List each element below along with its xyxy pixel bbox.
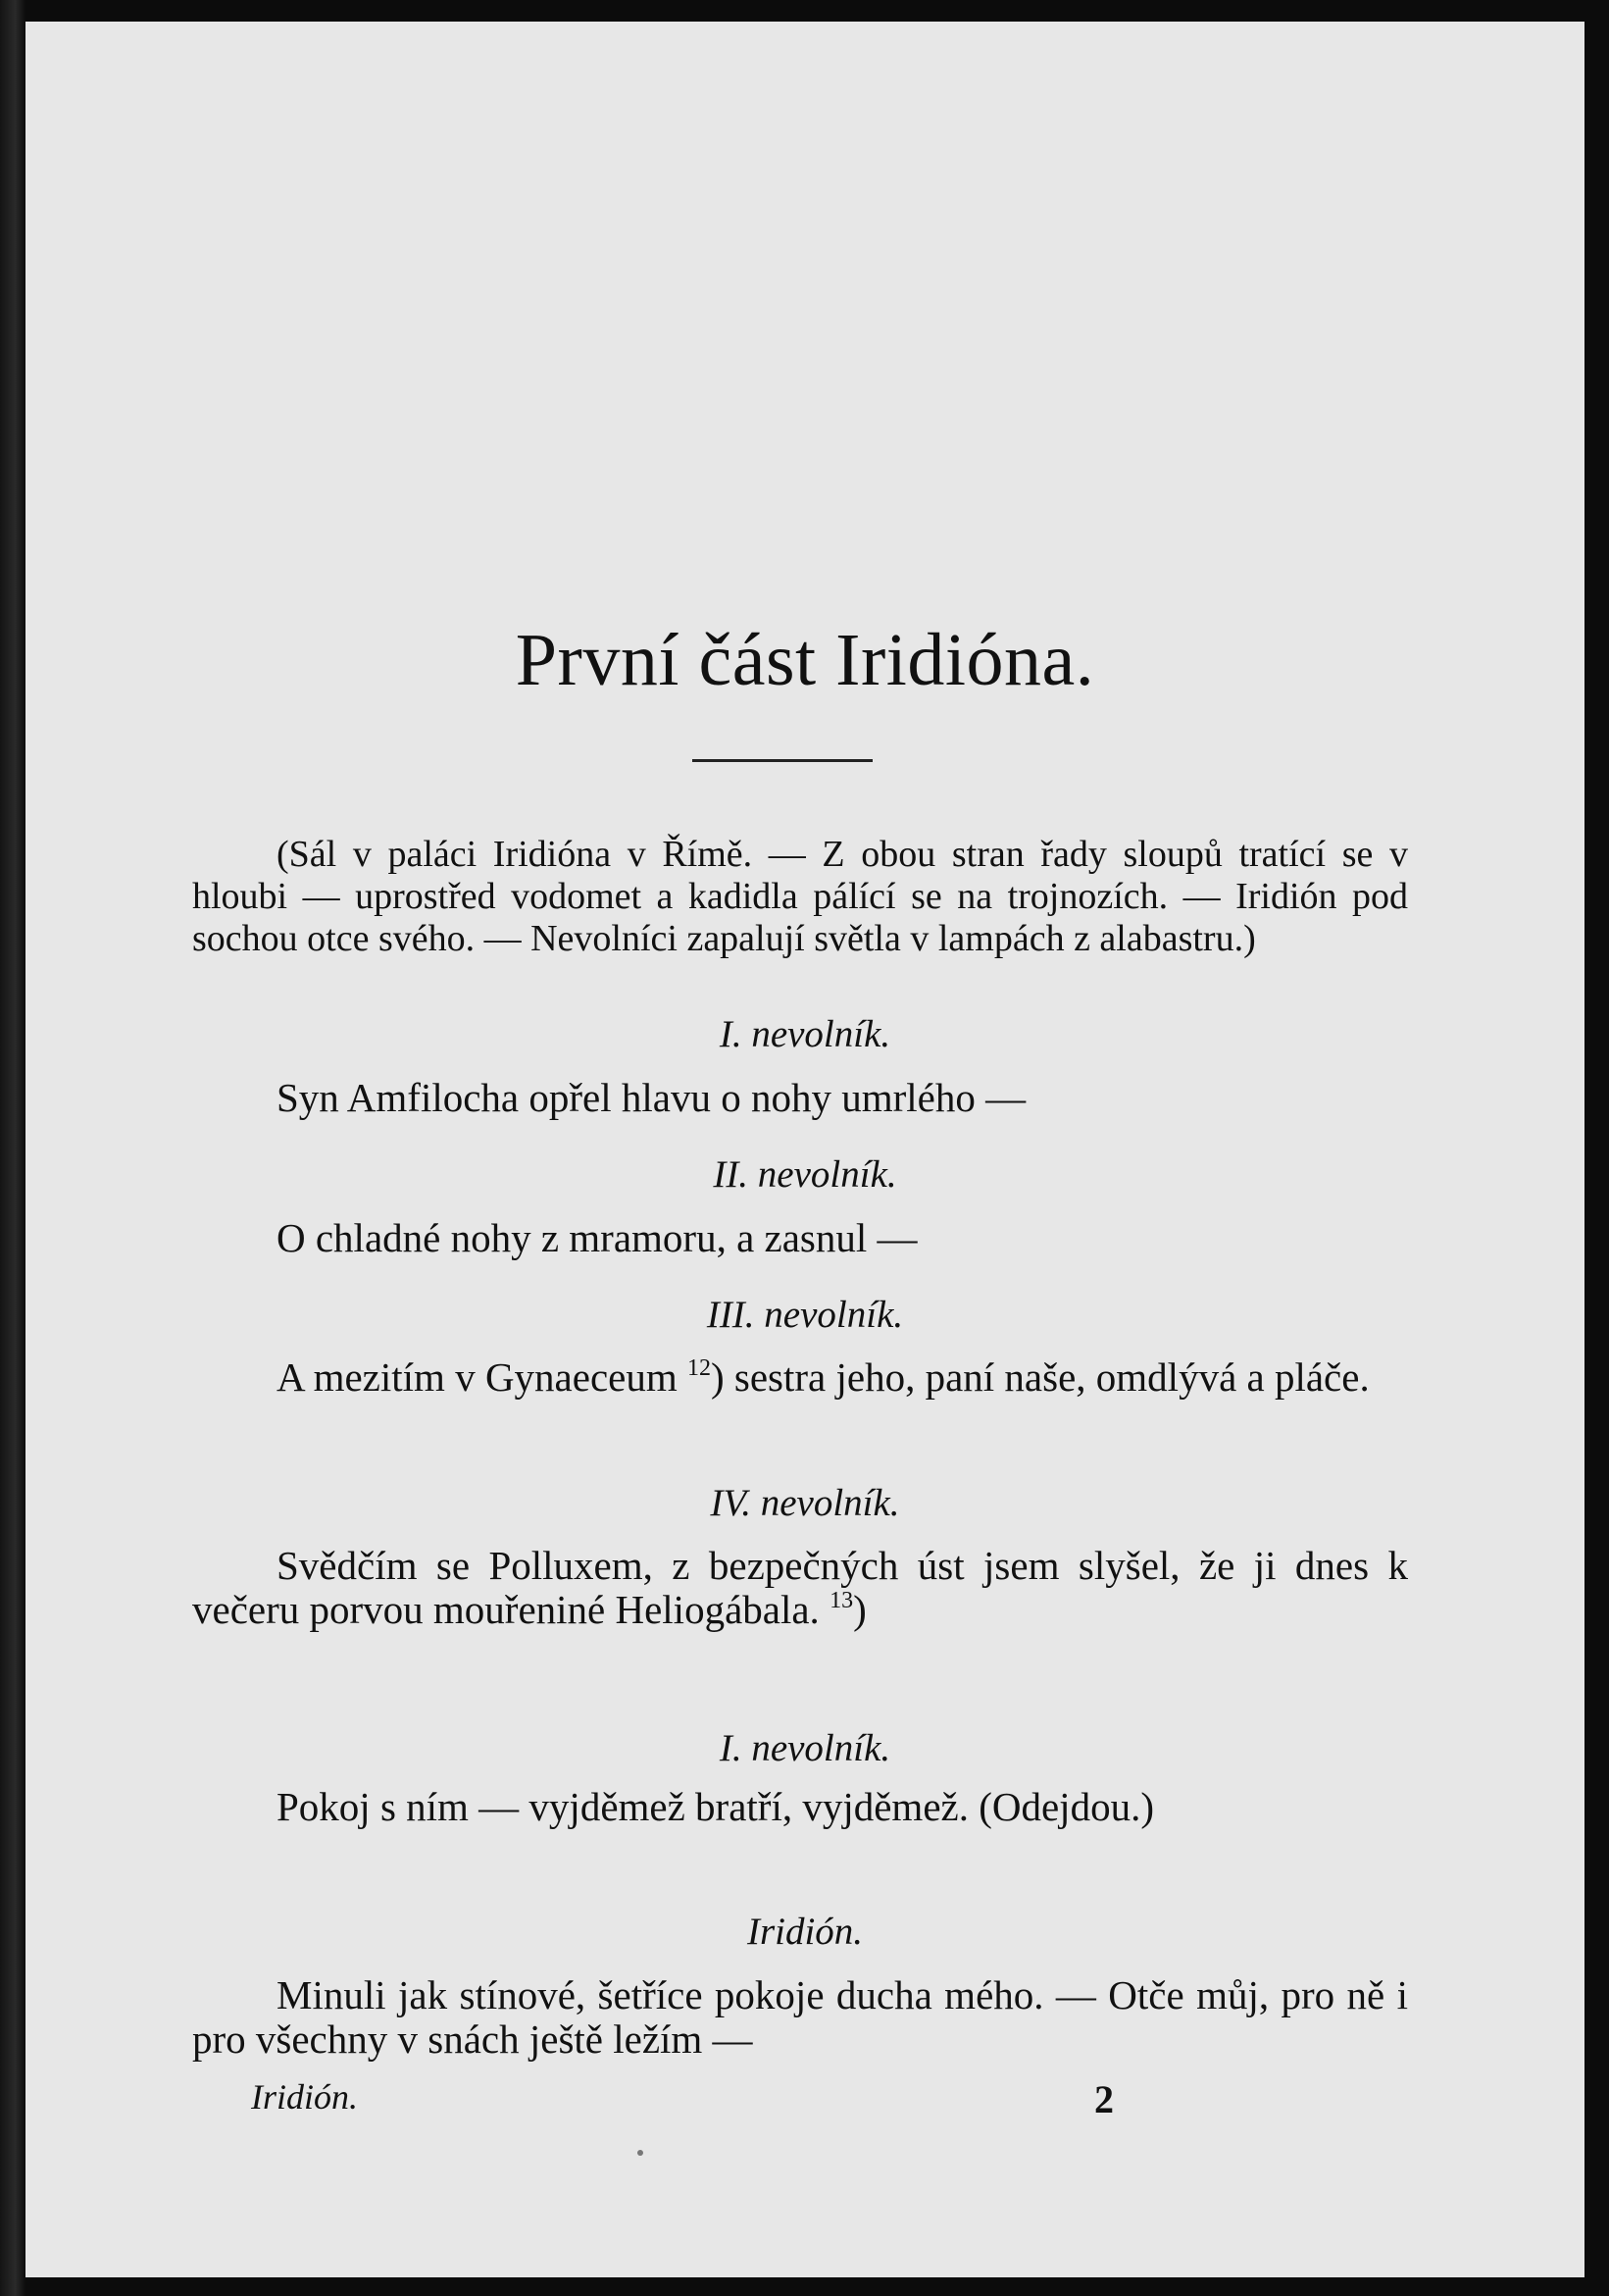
footnote-ref: 13: [830, 1588, 854, 1614]
binding-edge: [0, 0, 25, 2296]
title-rule: [692, 759, 873, 762]
dialogue-text: ): [853, 1587, 867, 1633]
dialogue-line: [192, 1544, 1408, 1632]
sheet-number: 2: [1094, 2077, 1114, 2121]
footnote-ref: 12: [687, 1355, 711, 1381]
dialogue-line: Syn Amfilocha opřel hlavu o nohy umrlého —: [277, 1075, 1027, 1120]
speaker-label: Iridión.: [746, 1911, 864, 1953]
speaker-label: I. nevolník.: [719, 1727, 891, 1769]
speaker-label: IV. nevolník.: [710, 1482, 900, 1524]
dialogue-line: [192, 1355, 1408, 1400]
speaker-label: I. nevolník.: [719, 1013, 891, 1055]
dialogue-text: Svědčím se Polluxem, z bezpečných úst jsem slyšel, že ji dnes k večeru porvou mouřeniné Heliogábala.: [192, 1543, 1408, 1633]
dialogue-line: Minuli jak stínové, šetříce pokoje ducha mého. — Otče můj, pro ně i pro všechny v snách ještě ležím —: [192, 1972, 1408, 2063]
speaker-label: III. nevolník.: [706, 1294, 904, 1336]
stage-direction: (Sál v paláci Iridióna v Římě. — Z obou stran řady sloupů tratící se v hloubi — uprostřed vodomet a kadidla pálící se na trojnozích. — Iridión pod sochou otce svého. — Nevolníci zapalují světla v lampách z alabastru.): [192, 834, 1408, 959]
book-page: [25, 22, 1584, 2277]
dialogue-line: Pokoj s ním — vyjděmež bratří, vyjděmež. (Odejdou.): [277, 1784, 1154, 1829]
dialogue-line: O chladné nohy z mramoru, a zasnul —: [277, 1215, 918, 1260]
speaker-label: II. nevolník.: [713, 1153, 897, 1196]
paper-speck: [637, 2150, 643, 2156]
dialogue-text: A mezitím v Gynaeceum: [277, 1354, 678, 1400]
signature-mark: Iridión.: [251, 2077, 359, 2117]
dialogue-text: ) sestra jeho, paní naše, omdlývá a pláče.: [711, 1354, 1370, 1400]
page-title: První část Iridióna.: [515, 619, 1095, 701]
